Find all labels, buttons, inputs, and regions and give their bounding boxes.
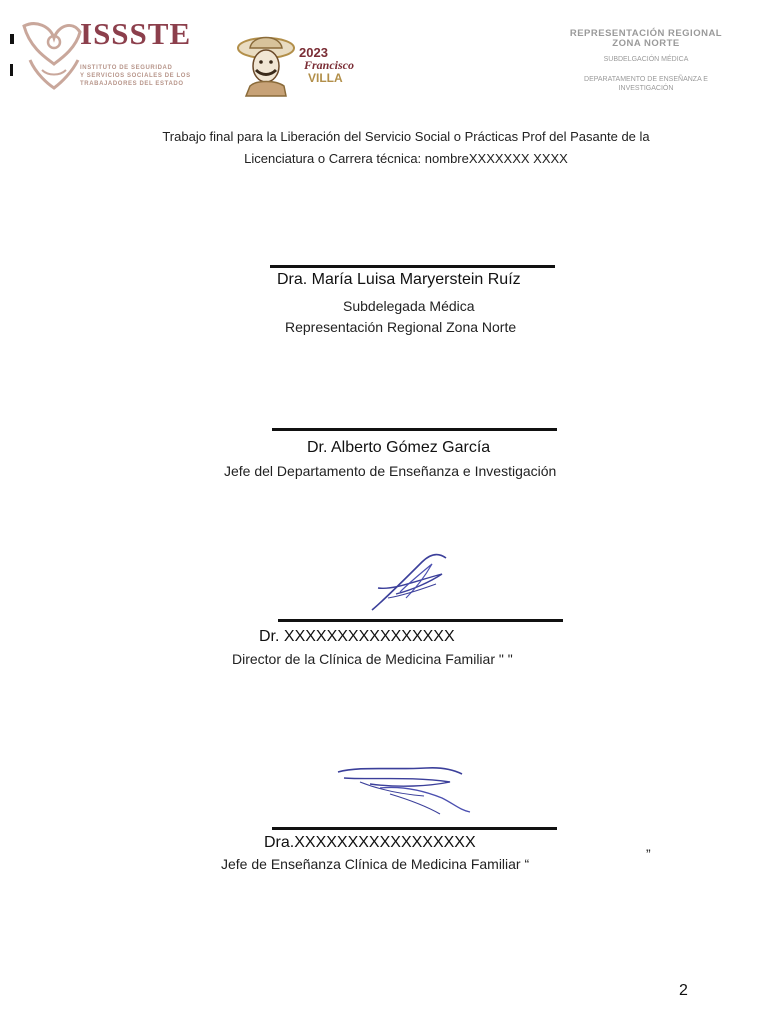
page-number: 2 — [679, 982, 688, 999]
intro-line-2: Licenciatura o Carrera técnica: nombreXXXXXXX XXXX — [244, 151, 568, 166]
villa-last-name: VILLA — [308, 71, 343, 85]
signatory-role-1b: Representación Regional Zona Norte — [285, 319, 517, 335]
signatory-name-4: Dra.XXXXXXXXXXXXXXXXX — [264, 834, 476, 851]
header-regional-title: REPRESENTACIÓN REGIONAL ZONA NORTE — [569, 28, 723, 49]
signatory-name-2: Dr. Alberto Gómez García — [307, 439, 491, 456]
signatory-role-1a: Subdelegada Médica — [343, 298, 475, 314]
villa-year: 2023 — [299, 45, 328, 60]
header-department: DEPARATAMENTO DE ENSEÑANZA E INVESTIGACIÓN — [584, 76, 708, 92]
intro-text — [100, 126, 712, 170]
signature-line-3 — [278, 619, 563, 622]
signatory-role-2: Jefe del Departamento de Enseñanza e Investigación — [224, 463, 557, 479]
issste-subtitle: INSTITUTO DE SEGURIDAD Y SERVICIOS SOCIALES DE LOS TRABAJADORES DEL ESTADO — [80, 65, 191, 87]
closing-quote-mark: ” — [646, 846, 651, 862]
signatory-role-4: Jefe de Enseñanza Clínica de Medicina Familiar “ — [221, 856, 530, 872]
signature-line-4 — [272, 827, 557, 830]
signatory-role-3: Director de la Clínica de Medicina Familiar " " — [232, 651, 513, 667]
signatory-name-3: Dr. XXXXXXXXXXXXXXXX — [259, 628, 455, 645]
signature-line-2 — [272, 428, 557, 431]
issste-brand-text: ISSSTE — [80, 16, 192, 51]
handwritten-signature-1-icon — [360, 548, 460, 616]
header-subdelegation: SUBDELGACIÓN MÉDICA — [603, 56, 689, 63]
signature-line-1 — [270, 265, 555, 268]
handwritten-signature-2-icon — [330, 760, 480, 820]
intro-line-1: Trabajo final para la Liberación del Servicio Social o Prácticas Prof del Pasante de la — [162, 129, 650, 144]
signatory-name-1: Dra. María Luisa Maryerstein Ruíz — [277, 271, 521, 288]
villa-first-name: Francisco — [304, 58, 355, 72]
